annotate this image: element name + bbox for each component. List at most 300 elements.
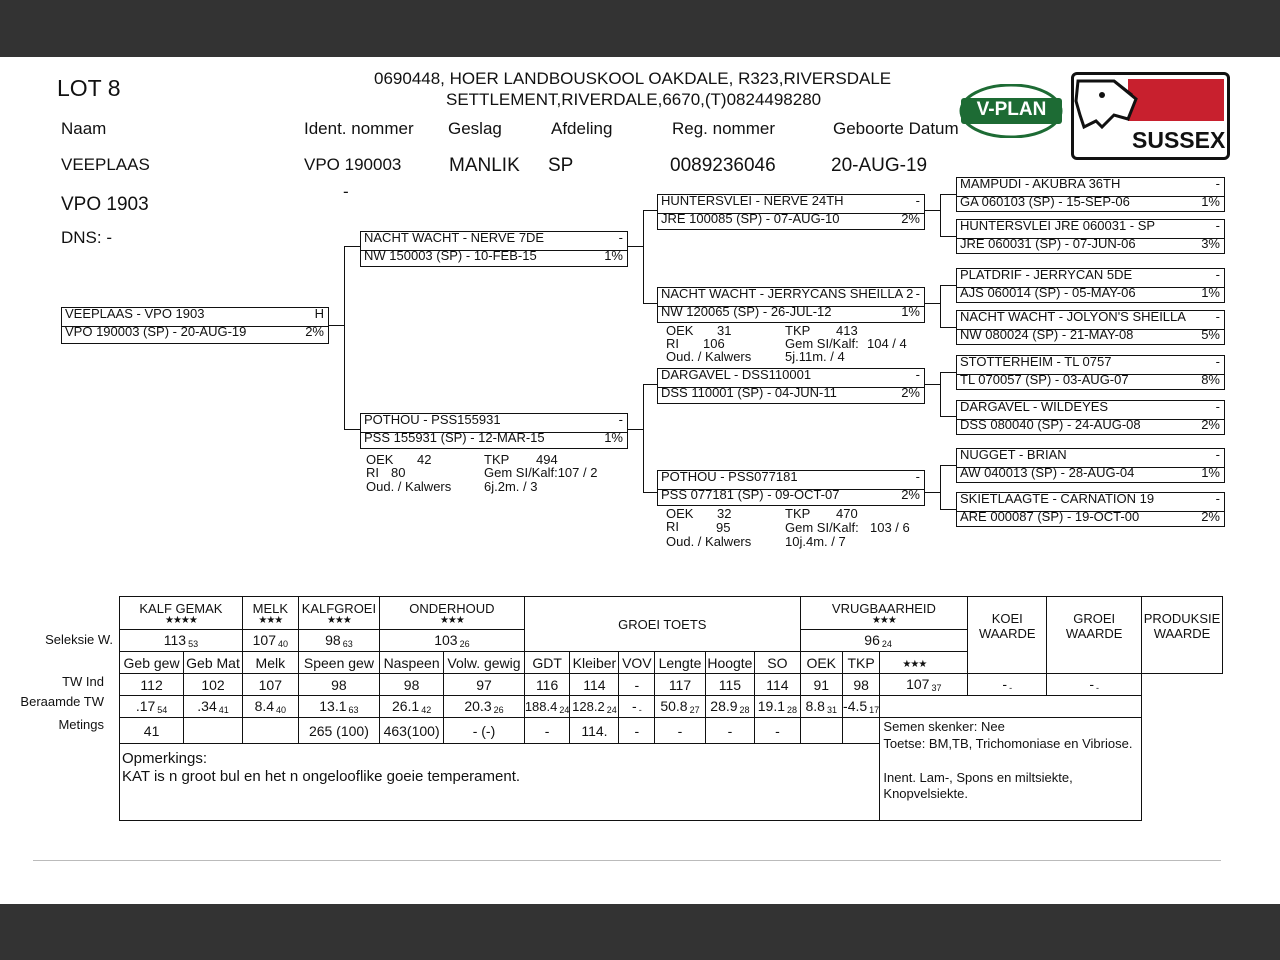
reliability: 54: [157, 705, 168, 715]
value: 26.1: [391, 698, 420, 714]
value: 107: [906, 676, 930, 692]
met-cell: [242, 718, 298, 744]
met-cell: 114.: [570, 718, 619, 744]
pedigree-g3: [956, 268, 1225, 303]
reliability: 27: [689, 705, 700, 715]
seleksie-melk: [242, 630, 298, 652]
column-header: SO: [755, 652, 801, 674]
pedigree-flag: -: [1215, 267, 1220, 282]
stat-label: Oud. / Kalwers: [666, 349, 752, 364]
value-afdeling: SP: [548, 155, 574, 176]
connector: [643, 210, 644, 303]
value: 19.1: [757, 698, 786, 714]
met-cell: -: [524, 718, 570, 744]
value: 20.3: [464, 698, 492, 714]
sussex-logo: [1071, 72, 1230, 160]
connector: [940, 194, 956, 195]
stat-value: 6j.2m. / 3: [484, 479, 538, 494]
column-header: Lengte: [655, 652, 706, 674]
met-cell: - (-): [444, 718, 525, 744]
stat-value: 103 / 6: [870, 520, 910, 535]
pedigree-detail: TL 070057 (SP) - 03-AUG-07: [960, 372, 1129, 387]
pedigree-dam-sire: [657, 368, 925, 404]
reliability: -: [1009, 683, 1013, 693]
value: 8.4: [254, 698, 275, 714]
value: 103: [434, 632, 458, 648]
ber-cell: [842, 696, 880, 718]
ber-cell: [380, 696, 444, 718]
value: 13.1: [319, 698, 347, 714]
group-title: GROEI TOETS: [618, 616, 707, 632]
stat-label: RI: [666, 519, 679, 534]
row-label-metings: Metings: [58, 717, 104, 732]
met-cell: [184, 718, 243, 744]
opmerkings-text: KAT is n groot bul en het n ongelooflike goeie temperament.: [122, 768, 521, 785]
footer-divider: [33, 860, 1221, 861]
met-cell: 463(100): [380, 718, 444, 744]
column-header: Melk: [242, 652, 298, 674]
seleksie-groei: [298, 630, 379, 652]
pedigree-pct: 1%: [1201, 194, 1220, 209]
opmerkings-label: Opmerkings:: [122, 750, 208, 767]
pedigree-dam: [360, 413, 628, 449]
stat-label: Oud. / Kalwers: [366, 479, 452, 494]
connector: [643, 303, 657, 304]
value-ident: VPO 190003: [304, 155, 402, 174]
ber-cell: [444, 696, 525, 718]
pedigree-name: POTHOU - PSS077181: [661, 469, 798, 484]
column-header: VOV: [619, 652, 655, 674]
pedigree-name: NACHT WACHT - JOLYON'S SHEILLA: [960, 309, 1186, 324]
connector: [940, 236, 956, 237]
star-rating: ★★★: [326, 614, 351, 626]
reliability: 28: [739, 705, 750, 715]
value: .34: [197, 698, 217, 714]
pedigree-pct: 1%: [1201, 285, 1220, 300]
pedigree-subject: [61, 307, 329, 344]
vplan-logo: [957, 84, 1066, 138]
stat-value: 5j.11m. / 4: [785, 349, 845, 364]
tw-cell: 114: [570, 674, 619, 696]
value: 98: [325, 632, 341, 648]
ber-cell: [184, 696, 243, 718]
group-title: KALF GEMAK: [139, 600, 223, 616]
group-groei-toets: [524, 597, 800, 652]
column-header: OEK: [800, 652, 842, 674]
stat-label: OEK: [666, 506, 694, 521]
animal-short-id: VPO 1903: [61, 194, 149, 215]
pedigree-g3: [956, 219, 1225, 254]
pedigree-flag: -: [1215, 354, 1220, 369]
dam-dam-stats: [666, 507, 926, 547]
pedigree-flag: -: [1215, 447, 1220, 462]
value: 113: [163, 632, 187, 648]
pedigree-pct: 1%: [901, 304, 920, 319]
value: 96: [864, 632, 880, 648]
column-header: TKP: [842, 652, 880, 674]
stat-value: 42: [417, 452, 432, 467]
evaluation-table: [119, 596, 1223, 821]
value-reg: 0089236046: [670, 155, 776, 176]
pedigree-pct: 2%: [1201, 417, 1220, 432]
met-cell: -: [705, 718, 754, 744]
pedigree-detail: PSS 155931 (SP) - 12-MAR-15: [364, 430, 545, 445]
value: 107: [252, 632, 276, 648]
pedigree-pct: 1%: [604, 248, 623, 263]
group-melk: [242, 597, 298, 630]
connector: [940, 194, 941, 236]
value: 50.8: [660, 698, 688, 714]
opmerkings-cell: [120, 744, 880, 821]
pedigree-flag: -: [915, 367, 920, 382]
pedigree-flag: -: [1215, 309, 1220, 324]
group-title: KOEI WAARDE: [978, 611, 1036, 641]
connector: [344, 246, 360, 247]
group-onderhoud: [380, 597, 525, 630]
pedigree-detail: DSS 080040 (SP) - 24-AUG-08: [960, 417, 1141, 432]
reliability: 41: [218, 705, 229, 715]
value: -: [1002, 676, 1008, 692]
star-rating: ★★★: [258, 614, 283, 626]
tw-cell: 114: [755, 674, 801, 696]
reliability: 26: [493, 705, 504, 715]
pedigree-flag: -: [1215, 176, 1220, 191]
tw-cell: 98: [842, 674, 880, 696]
column-header: Volw. gewig: [444, 652, 525, 674]
column-header: GDT: [524, 652, 570, 674]
value-geboorte: 20-AUG-19: [831, 155, 928, 176]
label-ident: Ident. nommer: [304, 119, 414, 138]
pedigree-pct: 8%: [1201, 372, 1220, 387]
group-vrugbaarheid: [800, 597, 967, 630]
pedigree-name: DARGAVEL - WILDEYES: [960, 399, 1109, 414]
tw-cell: -: [619, 674, 655, 696]
ber-cell: [619, 696, 655, 718]
notes-cell: [880, 718, 1142, 821]
group-groei-waarde: [1047, 597, 1142, 674]
reliability: 53: [188, 639, 199, 649]
met-cell: 41: [120, 718, 184, 744]
column-header: Kleiber: [570, 652, 619, 674]
pedigree-sire-sire: [657, 194, 925, 230]
tw-cell: 112: [120, 674, 184, 696]
stat-label: TKP: [484, 452, 510, 467]
ber-cell: [655, 696, 706, 718]
met-cell: [842, 718, 880, 744]
ber-cell: [705, 696, 754, 718]
tw-cell: 107: [242, 674, 298, 696]
group-produksie-waarde: [1142, 597, 1223, 674]
breeder-line-1: 0690448, HOER LANDBOUSKOOL OAKDALE, R323,RIVERSDALE: [374, 69, 892, 88]
pedigree-detail: VPO 190003 (SP) - 20-AUG-19: [65, 324, 247, 339]
sire-dam-stats: [666, 324, 926, 364]
pedigree-name: HUNTERSVLEI JRE 060031 - SP: [960, 218, 1156, 233]
pedigree-pct: 3%: [1201, 236, 1220, 251]
value-ident-sub: -: [343, 182, 349, 201]
tw-produksie: [1047, 674, 1142, 696]
stat-value: 470: [836, 506, 858, 521]
reliability: 63: [348, 705, 359, 715]
tw-cell: 102: [184, 674, 243, 696]
met-cell: -: [655, 718, 706, 744]
connector: [940, 416, 956, 417]
pedigree-g3: [956, 492, 1225, 527]
reliability: 63: [342, 639, 353, 649]
top-bar: [0, 0, 1280, 57]
tw-row: [120, 674, 1223, 696]
group-title: MELK: [252, 600, 289, 616]
tw-groei: [968, 674, 1047, 696]
ber-cell: [120, 696, 184, 718]
pedigree-pct: 5%: [1201, 327, 1220, 342]
connector: [940, 465, 941, 509]
stat-label: RI: [666, 336, 679, 351]
tw-cell: 115: [705, 674, 754, 696]
reliability: -: [1096, 683, 1100, 693]
connector: [940, 372, 941, 416]
pedigree-pct: 2%: [901, 385, 920, 400]
stat-label: RI: [366, 465, 379, 480]
toetse-note: Toetse: BM,TB, Trichomoniase en Vibriose.: [883, 736, 1133, 751]
reliability: 40: [278, 639, 289, 649]
label-reg: Reg. nommer: [672, 119, 775, 138]
connector: [628, 429, 644, 430]
group-kalfgroei: [298, 597, 379, 630]
row-label-tw: TW Ind: [62, 674, 104, 689]
group-koei-waarde: [968, 597, 1047, 674]
ber-waarde-blank: [880, 696, 1142, 718]
pedigree-detail: JRE 100085 (SP) - 07-AUG-10: [661, 211, 840, 226]
pedigree-detail: AW 040013 (SP) - 28-AUG-04: [960, 465, 1135, 480]
reliability: 26: [459, 639, 470, 649]
tw-cell: 97: [444, 674, 525, 696]
connector: [940, 285, 956, 286]
ber-cell: [755, 696, 801, 718]
value: 188.4: [524, 698, 558, 714]
pedigree-flag: -: [1215, 491, 1220, 506]
met-cell: -: [619, 718, 655, 744]
reliability: 31: [826, 705, 837, 715]
pedigree-name: DARGAVEL - DSS110001: [661, 367, 812, 382]
connector: [940, 285, 941, 327]
pedigree-name: PLATDRIF - JERRYCAN 5DE: [960, 267, 1133, 282]
connector: [925, 303, 941, 304]
pedigree-dam-dam: [657, 470, 925, 506]
label-geslag: Geslag: [448, 119, 502, 138]
seleksie-vrug-blank: [800, 630, 842, 652]
inent-note-1: Inent. Lam-, Spons en miltsiekte,: [883, 770, 1073, 785]
met-cell: [800, 718, 842, 744]
stat-label: Gem SI/Kalf:: [785, 520, 859, 535]
reliability: 24: [881, 639, 892, 649]
pedigree-pct: 1%: [604, 430, 623, 445]
pedigree-name: STOTTERHEIM - TL 0757: [960, 354, 1112, 369]
connector: [940, 372, 956, 373]
pedigree-flag: -: [915, 286, 920, 301]
stat-label: OEK: [666, 323, 694, 338]
pedigree-g3: [956, 310, 1225, 345]
connector: [925, 384, 941, 385]
connector: [628, 246, 644, 247]
tw-cell: 117: [655, 674, 706, 696]
tw-koei: [880, 659, 968, 696]
value-geslag: MANLIK: [449, 155, 520, 176]
pedigree-detail: NW 120065 (SP) - 26-JUL-12: [661, 304, 832, 319]
semen-note: Semen skenker: Nee: [883, 719, 1005, 734]
row-label-beraamde: Beraamde TW: [20, 694, 104, 709]
pedigree-pct: 2%: [1201, 509, 1220, 524]
pedigree-detail: GA 060103 (SP) - 15-SEP-06: [960, 194, 1130, 209]
connector: [643, 210, 657, 211]
pedigree-sire-dam: [657, 287, 925, 323]
pedigree-flag: -: [618, 412, 623, 427]
stat-value: Gem SI/Kalf:107 / 2: [484, 465, 598, 480]
star-rating: ★★★: [871, 614, 896, 626]
ber-cell: [800, 696, 842, 718]
stat-label: Gem SI/Kalf:: [785, 336, 859, 351]
star-rating: ★★★★: [165, 614, 197, 626]
pedigree-g3: [956, 448, 1225, 483]
stat-label: TKP: [785, 323, 811, 338]
pedigree-name: SKIETLAAGTE - CARNATION 19: [960, 491, 1155, 506]
column-header: Hoogte: [705, 652, 754, 674]
pedigree-flag: -: [1215, 399, 1220, 414]
pedigree-name: NUGGET - BRIAN: [960, 447, 1067, 462]
pedigree-name: HUNTERSVLEI - NERVE 24TH: [661, 193, 844, 208]
ber-cell: [298, 696, 379, 718]
group-title: PRODUKSIE WAARDE: [1143, 611, 1221, 641]
seleksie-kalf: [120, 630, 243, 652]
reliability: 37: [931, 683, 942, 693]
pedigree-detail: ARE 000087 (SP) - 19-OCT-00: [960, 509, 1140, 524]
tw-cell: 116: [524, 674, 570, 696]
stat-label: Oud. / Kalwers: [666, 534, 752, 549]
value: 8.8: [805, 698, 825, 714]
group-title: ONDERHOUD: [409, 600, 495, 616]
value: -: [632, 698, 637, 714]
value: -4.5: [843, 698, 868, 714]
connector: [643, 492, 657, 493]
connector: [925, 492, 941, 493]
connector: [643, 384, 644, 492]
breeder-line-2: SETTLEMENT,RIVERDALE,6670,(T)0824498280: [446, 90, 822, 109]
connector: [940, 327, 956, 328]
value: 128.2: [572, 698, 605, 714]
value: -: [1089, 676, 1095, 692]
stat-value: 32: [717, 506, 732, 521]
pedigree-detail: PSS 077181 (SP) - 09-OCT-07: [661, 487, 840, 502]
tw-cell: 98: [380, 674, 444, 696]
tw-cell: 98: [298, 674, 379, 696]
group-title: KALFGROEI: [301, 600, 377, 616]
column-header: Geb Mat: [184, 652, 243, 674]
stat-value: 10j.4m. / 7: [785, 534, 846, 549]
stat-label: TKP: [785, 506, 811, 521]
group-title: VRUGBAARHEID: [831, 600, 936, 616]
met-cell: 265 (100): [298, 718, 379, 744]
pedigree-name: VEEPLAAS - VPO 1903: [65, 306, 205, 321]
connector: [925, 210, 941, 211]
pedigree-flag: -: [915, 193, 920, 208]
inent-note-2: Knopvelsiekte.: [883, 786, 968, 801]
pedigree-flag: H: [314, 306, 324, 321]
pedigree-flag: -: [618, 230, 623, 245]
column-header: Geb gew: [120, 652, 184, 674]
met-cell: -: [755, 718, 801, 744]
reliability: 24: [606, 704, 617, 715]
pedigree-detail: DSS 110001 (SP) - 04-JUN-11: [661, 385, 837, 400]
connector: [940, 465, 956, 466]
seleksie-vrug: [842, 630, 967, 652]
reliability: 28: [787, 705, 798, 715]
stat-value: 106: [703, 336, 725, 351]
pedigree-sire: [360, 231, 628, 267]
reliability: -: [638, 705, 642, 715]
connector: [643, 384, 657, 385]
ber-cell: [570, 696, 619, 718]
label-afdeling: Afdeling: [551, 119, 613, 138]
metings-row: [120, 718, 1223, 744]
pedigree-pct: 2%: [305, 324, 324, 339]
stat-value: 413: [836, 323, 858, 338]
dns: DNS: -: [61, 228, 112, 247]
dam-stats: [366, 453, 636, 493]
pedigree-name: POTHOU - PSS155931: [364, 412, 501, 427]
pedigree-detail: AJS 060014 (SP) - 05-MAY-06: [960, 285, 1136, 300]
pedigree-detail: NW 080024 (SP) - 21-MAY-08: [960, 327, 1134, 342]
connector: [329, 325, 345, 326]
pedigree-flag: -: [915, 469, 920, 484]
bottom-bar: [0, 904, 1280, 960]
pedigree-name: NACHT WACHT - NERVE 7DE: [364, 230, 545, 245]
row-label-seleksie: Seleksie W.: [45, 632, 113, 647]
sussex-logo-text: SUSSEX: [1132, 127, 1226, 153]
pedigree-pct: 1%: [1201, 465, 1220, 480]
pedigree-detail: JRE 060031 (SP) - 07-JUN-06: [960, 236, 1136, 251]
stat-value: 95: [716, 520, 731, 535]
ber-cell: [524, 696, 570, 718]
vplan-logo-text: V-PLAN: [976, 99, 1047, 120]
tw-cell: 91: [800, 674, 842, 696]
pedigree-g3: [956, 400, 1225, 435]
connector: [940, 509, 956, 510]
reliability: 42: [421, 705, 432, 715]
label-geboorte: Geboorte Datum: [833, 119, 959, 138]
star-rating: ★★★: [439, 614, 464, 626]
column-header: Speen gew: [298, 652, 379, 674]
value: 28.9: [710, 698, 738, 714]
pedigree-flag: -: [1215, 218, 1220, 233]
column-header: Naspeen: [380, 652, 444, 674]
value-naam: VEEPLAAS: [61, 155, 150, 174]
group-kalf-gemak: [120, 597, 243, 630]
reliability: 17: [869, 705, 880, 715]
connector: [344, 429, 360, 430]
ber-cell: [242, 696, 298, 718]
stat-label: OEK: [366, 452, 394, 467]
pedigree-pct: 2%: [901, 211, 920, 226]
pedigree-name: MAMPUDI - AKUBRA 36TH: [960, 176, 1121, 191]
connector: [344, 246, 345, 429]
beraamde-row: [120, 696, 1223, 718]
pedigree-pct: 2%: [901, 487, 920, 502]
stat-value: 494: [536, 452, 558, 467]
pedigree-name: NACHT WACHT - JERRYCANS SHEILLA 2: [661, 286, 914, 301]
stat-value: 80: [391, 465, 406, 480]
pedigree-g3: [956, 355, 1225, 390]
reliability: 40: [276, 705, 287, 715]
value: .17: [135, 698, 156, 714]
